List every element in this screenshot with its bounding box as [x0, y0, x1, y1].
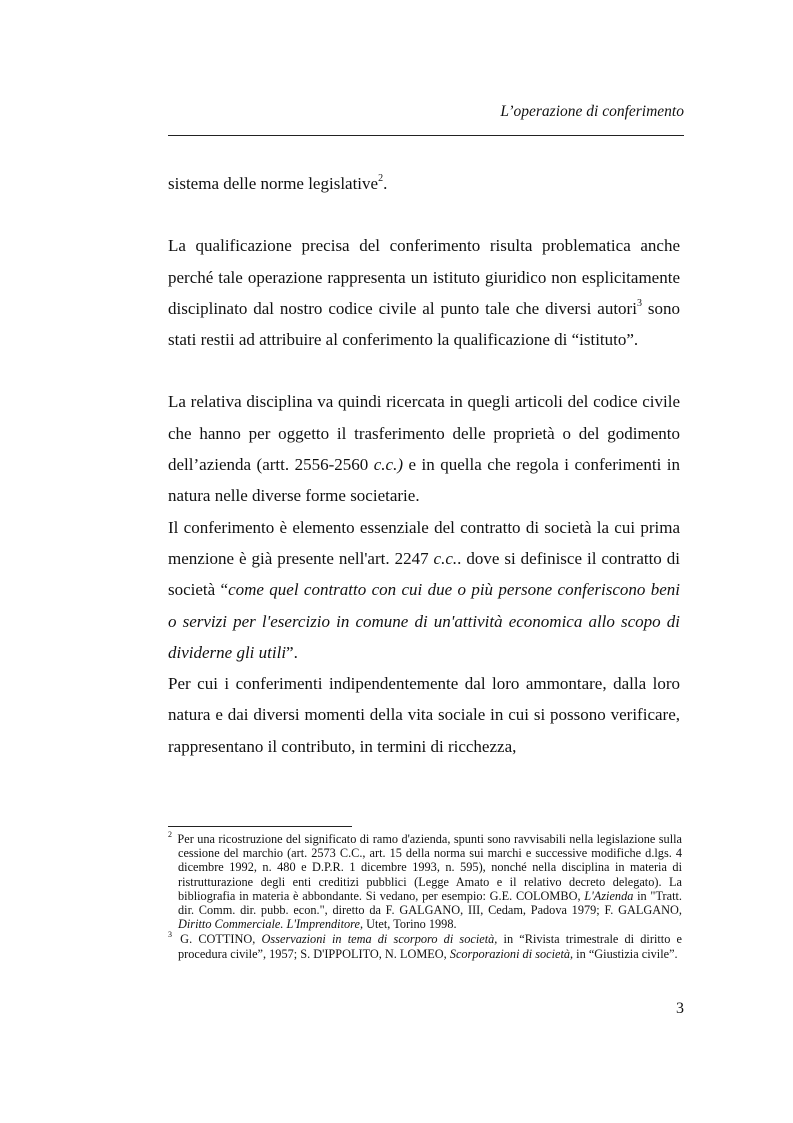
footnote-2: $^2$ Per una ricostruzione del significato di ramo d'azienda, spunti sono ravvisabili nella legislazione sulla cessione del marchio (art. 2573 C.C., art. 15 della norma sui marchi e successive modifiche d.lgs. 4 dicembre 1992, n. 480 e D.P.R. 1 dicembre 1993, n. 595), nonché nella disciplina in materia di ristrutturazione degli enti creditizi pubblici (Legge Amato e il relativo decreto delegato). La bibliografia in materia è abbondante. Si vedano, per esempio: G.E. COLOMBO, L'Azienda in "Tratt. dir. Comm. dir. pubb. econ.", diretto da F. GALGANO, III, Cedam, Padova 1979; F. GALGANO, Diritto Commerciale. L'Imprenditore, Utet, Torino 1998. [168, 829, 682, 932]
paragraph-3: La relativa disciplina va quindi ricercata in quegli articoli del codice civile che hanno per oggetto il trasferimento delle proprietà o del godimento dell’azienda (artt. 2556-2560 c.c.) e in quella che regola i conferimenti in natura nelle diverse forme societarie. [168, 392, 680, 506]
footnote-ref-2[interactable]: 2 [378, 173, 384, 185]
footnote-3: $^3$ G. COTTINO, Osservazioni in tema di scorporo di società, in “Rivista trimestrale di diritto e procedura civile”, 1957; S. D'IPPOLITO, N. LOMEO, Scorporazioni di società, in “Giustizia civile”. [168, 930, 682, 961]
running-header: L’operazione di conferimento [500, 103, 684, 120]
paragraph-5: Per cui i conferimenti indipendentemente dal loro ammontare, dalla loro natura e dai diversi momenti della vita sociale in cui si possono verificare, rappresentano il contributo, in termini di ricchezza, [168, 674, 680, 756]
footnote-rule [168, 826, 352, 827]
footnotes [168, 829, 682, 962]
legal-quote: come quel contratto con cui due o più persone conferiscono beni o servizi per l'esercizio in comune di un'attività economica allo scopo di dividerne gli utili [168, 580, 680, 662]
footnote-ref-3[interactable]: 3 [636, 298, 642, 310]
header-rule [168, 135, 684, 136]
paragraph-4: Il conferimento è elemento essenziale del contratto di società la cui prima menzione è già presente nell'art. 2247 c.c.. dove si definisce il contratto di società “come quel contratto con cui due o più persone conferiscono beni o servizi per l'esercizio in comune di un'attività economica allo scopo di dividerne gli utili”. [168, 517, 680, 662]
paragraph-1: sistema delle norme legislative$^2$. [168, 173, 388, 193]
body-text [168, 168, 680, 762]
page-number: 3 [676, 1000, 684, 1017]
paragraph-2: La qualificazione precisa del conferimento risulta problematica anche perché tale operazione rappresenta un istituto giuridico non esplicitamente disciplinato dal nostro codice civile al punto tale che diversi autori$^3$ sono stati restii ad attribuire al conferimento la qualificazione di “istituto”. [168, 236, 680, 350]
